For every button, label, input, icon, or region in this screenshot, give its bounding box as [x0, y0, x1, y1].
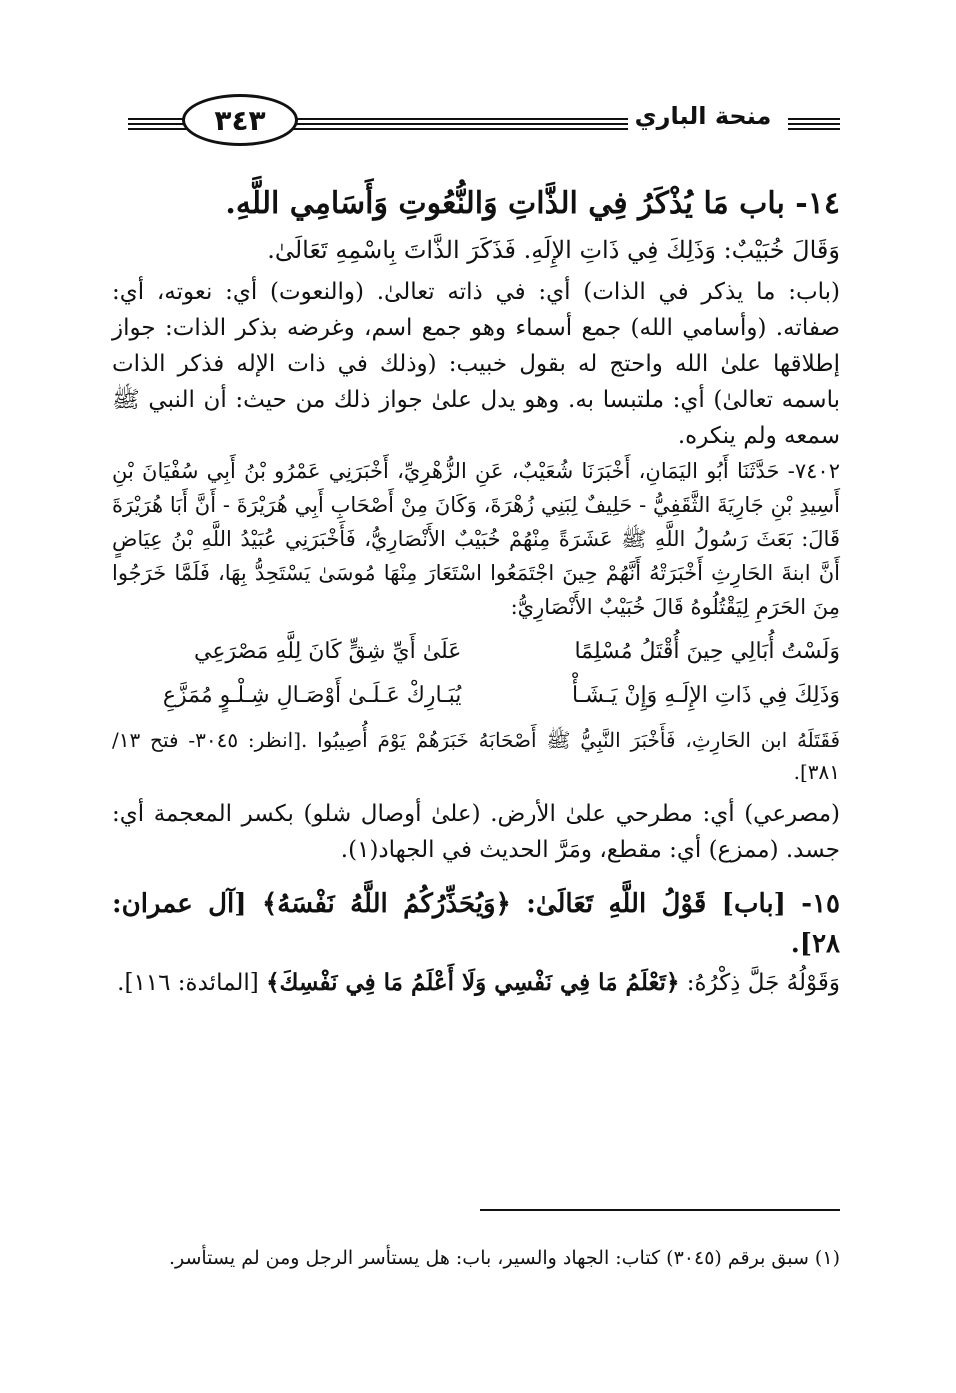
book-title: منحة الباري: [628, 102, 778, 138]
chapter-14-commentary: (باب: ما يذكر في الذات) أي: في ذاته تعالىٰ. (والنعوت) أي: نعوته، أي: صفاته. (وأسامي الله) جمع أسماء وهو جمع اسم، وغرضه بذكر الذات: جواز إطلاقها علىٰ الله واحتج له بقول خبيب: (وذلك في ذات الإله فذكر الذات باسمه تعالىٰ) أي: ملتبسا به. وهو يدل علىٰ جواز ذلك من حيث: أن النبي ﷺ سمعه ولم ينكره.: [112, 279, 840, 449]
poem-first-hemistich: وَذَلِكَ فِي ذَاتِ الإِلَـهِ وَإِنْ يَـشَـأْ: [572, 683, 840, 708]
poem-second-hemistich: يُبَـارِكْ عَـلَـىٰ أَوْصَـالِ شِـلْـوٍ مُمَزَّعِ: [162, 683, 462, 708]
quran-verse: ﴿تَعْلَمُ مَا فِي نَفْسِي وَلَا أَعْلَمُ مَا فِي نَفْسِكَ﴾: [266, 969, 680, 996]
header-rule-right: [788, 118, 840, 133]
poem-verse: [112, 674, 840, 718]
page-number: ٣٤٣: [182, 94, 298, 146]
chapter-15-heading: [112, 884, 840, 964]
footnote: (١) سبق برقم (٣٠٤٥) كتاب: الجهاد والسير، باب: هل يستأسر الرجل ومن لم يستأسر.: [168, 1247, 840, 1269]
hadith-conclusion: فَقَتَلَهُ ابن الحَارِثِ، فَأَخْبَرَ النَّبِيُّ ﷺ أَصْحَابَهُ خَبَرَهُمْ يَوْمَ أُصِيبُوا .[انظر: ٣٠٤٥- فتح ١٣/ ٣٨١].: [112, 728, 841, 784]
verse-intro: وَقَوْلُهُ جَلَّ ذِكْرُهُ:: [686, 970, 840, 996]
chapter-15-title: ١٥- [باب] قَوْلُ اللَّهِ تَعَالَىٰ:: [526, 889, 841, 919]
poem-second-hemistich: عَلَىٰ أَيِّ شِقٍّ كَانَ لِلَّهِ مَصْرَعِي: [194, 639, 462, 664]
footnote-divider: [480, 1209, 840, 1211]
poem-verse: [112, 630, 840, 674]
poem: [112, 630, 840, 718]
page-body: [112, 180, 840, 1002]
chapter-15-second-verse: [112, 964, 840, 1002]
page-header: [128, 92, 840, 148]
chapter-14-commentary-2: (مصرعي) أي: مطرحي علىٰ الأرض. (علىٰ أوصال شلو) بكسر المعجمة أي: جسد. (ممزع) أي: مقطع، ومَرَّ الحديث في الجهاد(١).: [112, 801, 840, 863]
hadith-7402-narration: ٧٤٠٢- حَدَّثَنَا أَبُو اليَمَانِ، أَخْبَرَنَا شُعَيْبٌ، عَنِ الزُّهْرِيِّ، أَخْبَرَنِي عَمْرُو بْنُ أَبِي سُفْيَانَ بْنِ أَسِيدِ بْنِ جَارِيَةَ الثَّقَفِيُّ - حَلِيفٌ لِبَنِي زُهْرَةَ، وَكَانَ مِنْ أَصْحَابِ أَبِي هُرَيْرَةَ - أَنَّ أَبَا هُرَيْرَةَ قَالَ: بَعَثَ رَسُولُ اللَّهِ ﷺ عَشَرَةً مِنْهُمْ خُبَيْبٌ الأَنْصَارِيُّ، فَأَخْبَرَنِي عُبَيْدُ اللَّهِ بْنُ عِيَاضٍ أَنَّ ابنةَ الحَارِثِ أَخْبَرَتْهُ أَنَّهُمْ حِينَ اجْتَمَعُوا اسْتَعَارَ مِنْهَا مُوسَىٰ يَسْتَحِدُّ بِهَا، فَلَمَّا خَرَجُوا مِنَ الحَرَمِ لِيَقْتُلُوهُ قَالَ خُبَيْبٌ الأَنْصَارِيُّ:: [112, 459, 840, 619]
chapter-14-heading: ١٤- باب مَا يُذْكَرُ فِي الذَّاتِ وَالنُّعُوتِ وَأَسَامِي اللَّهِ.: [225, 186, 840, 221]
quran-verse: ﴿وَيُحَذِّرُكُمُ اللَّهُ نَفْسَهُ﴾: [261, 889, 511, 919]
poem-first-hemistich: وَلَسْتُ أُبَالِي حِينَ أُقْتَلُ مُسْلِمًا: [574, 639, 840, 664]
verse-reference: [آل عمران: ٢٨].: [112, 889, 840, 959]
verse-reference: [المائدة: ١١٦].: [117, 970, 259, 996]
chapter-14-quote: وَقَالَ خُبَيْبٌ: وَذَلِكَ فِي ذَاتِ الإِلَهِ. فَذَكَرَ الذَّاتَ بِاسْمِهِ تَعَالَىٰ.: [267, 236, 840, 264]
